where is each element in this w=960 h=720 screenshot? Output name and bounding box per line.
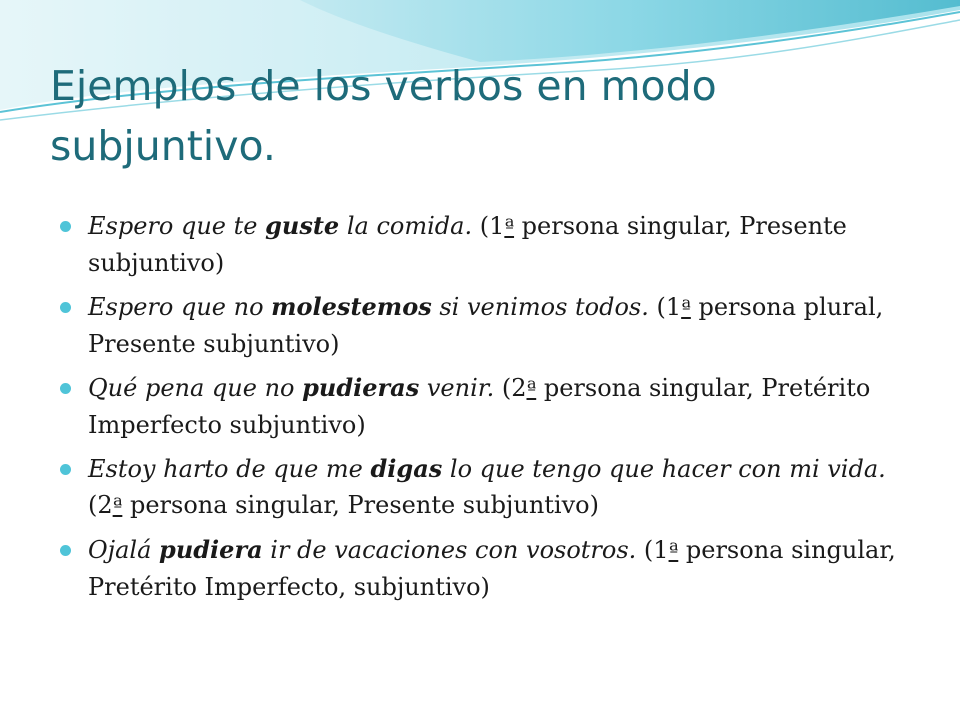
example-lead: Ojalá xyxy=(88,536,160,564)
example-tail: lo que tengo que hacer con mi vida. xyxy=(442,455,886,483)
slide-title: Ejemplos de los verbos en modo subjuntivo. xyxy=(50,62,717,170)
ordinal-mark: ª xyxy=(668,539,679,563)
note-text: persona singular, Presente subjuntivo) xyxy=(88,212,847,277)
example-verb: pudieras xyxy=(302,373,420,402)
bullet-item xyxy=(60,208,910,281)
bullet-item xyxy=(60,289,910,362)
example-verb: pudiera xyxy=(159,535,263,564)
example-lead: Qué pena que no xyxy=(88,374,303,402)
example-tail: la comida. xyxy=(339,212,473,240)
note-prefix: (2 xyxy=(88,491,113,519)
bullet-dot-icon xyxy=(60,302,71,313)
example-tail: si venimos todos. xyxy=(431,293,649,321)
example-verb: digas xyxy=(370,454,443,483)
bullet-dot-icon xyxy=(60,221,71,232)
ordinal-mark: ª xyxy=(681,296,691,320)
ordinal-mark: ª xyxy=(526,377,537,401)
bullet-item xyxy=(60,451,910,524)
note-text: persona singular, Pretérito Imperfecto subjuntivo) xyxy=(88,374,871,439)
example-tail: venir. xyxy=(419,374,495,402)
bullet-dot-icon xyxy=(60,383,71,394)
example-tail: ir de vacaciones con vosotros. xyxy=(262,536,637,564)
example-verb: guste xyxy=(265,211,340,240)
example-verb: molestemos xyxy=(271,292,432,321)
note-prefix: (1 xyxy=(636,536,669,564)
example-lead: Espero que te xyxy=(88,212,266,240)
bullet-dot-icon xyxy=(60,545,71,556)
note-prefix: (1 xyxy=(648,293,682,321)
note-prefix: (1 xyxy=(472,212,505,240)
note-text: persona singular, Pretérito Imperfecto, subjuntivo) xyxy=(88,536,896,601)
bullet-item xyxy=(60,370,910,443)
note-prefix: (2 xyxy=(494,374,527,402)
bullet-dot-icon xyxy=(60,464,71,475)
note-text: persona singular, Presente subjuntivo) xyxy=(122,491,599,519)
example-lead: Estoy harto de que me xyxy=(88,455,371,483)
bullet-item xyxy=(60,532,910,605)
ordinal-mark: ª xyxy=(504,215,515,239)
note-text: persona plural, Presente subjuntivo) xyxy=(88,293,884,358)
example-lead: Espero que no xyxy=(88,293,272,321)
bullet-list xyxy=(60,208,910,613)
ordinal-mark: ª xyxy=(112,494,123,518)
